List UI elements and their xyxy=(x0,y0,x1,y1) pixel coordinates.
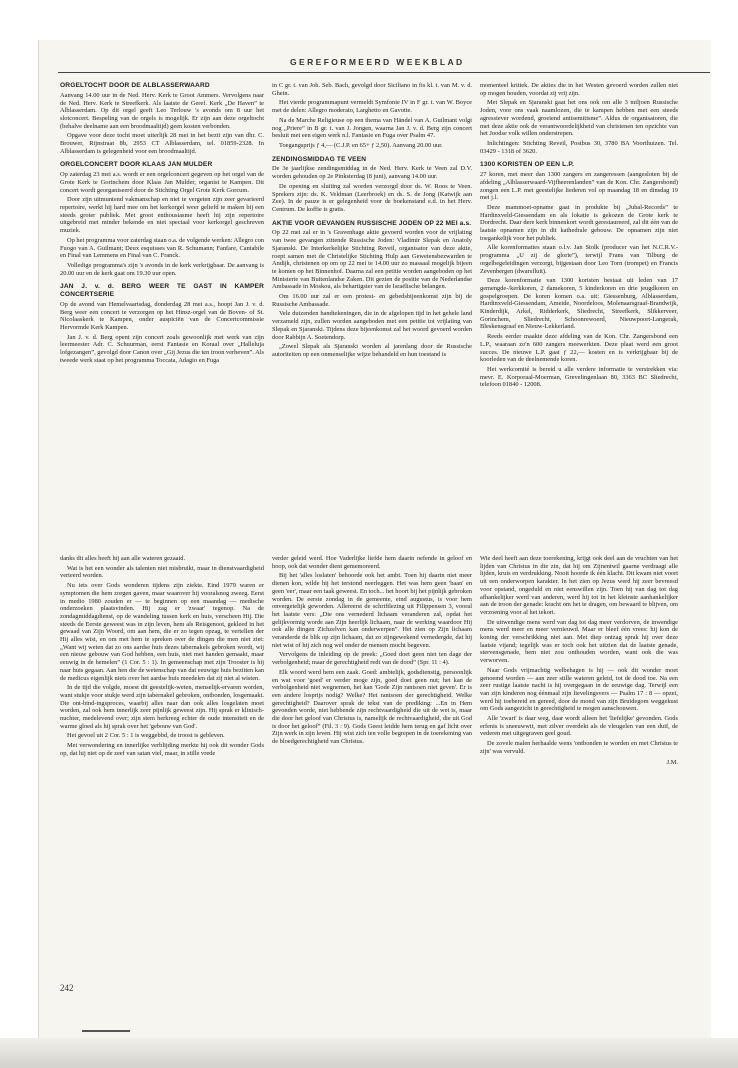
paragraph: Door zijn uitmuntend vakmanschap en niet te vergeten zijn zeer gevarieerd repertoire, werkt hij hard mee om het kerkorgel weer geliefd te maken bij een steeds groter publiek. Met groot enthousiasme heeft hij zijn repertoire uitgebreid met minder bekende en niet speciaal voor kerkorgel geschreven muziek. xyxy=(60,196,264,235)
heading-russische-joden: AKTIE VOOR GEVANGEN RUSSISCHE JODEN OP 22 MEI a.s. xyxy=(272,219,472,227)
column-1 xyxy=(60,82,264,552)
column-6 xyxy=(480,555,678,975)
paragraph: Deze mammoet-opname gaat in produkte bij „Jubal-Records” te Hardinxveld-Giessendam en als lokatie is gekozen de Grote kerk te Dordrecht. Daar dere kerk binnenkort wordt gerestaureerd, zal dit één van de laatste opnamen zijn in dit kathedrale gebouw. De opnamen zijn niet toegankelijk voor het publiek. xyxy=(480,203,678,242)
paragraph: Alle 'zwart' is daar weg, daar wordt alleen het 'liefelijke' gevonden. Gods erfenis is sneeuwwit, met zilver overdekt als de vleugelen van een duif, de vederen met uitgegraven geel goud. xyxy=(480,715,678,738)
paragraph: verder geleid werd. Hoe Vaderlijke liefde hem daarin oefende in geloof en hoop, ook dat wonder dient gememoreerd. xyxy=(272,555,472,570)
paragraph: Jan J. v. d. Berg opent zijn concert zoals gewoonlijk met werk van zijn leermeester Adr. C. Schuurman, eerst Fantasie en Koraal over „Halleluja lofgezangen”, gevolgd door Canon over „Gij Jezus die ten troon verheven”. Als tweede werk staat op het programma Toccata, Adagio en Fuga xyxy=(60,333,264,364)
paragraph: Met Slepak en Sjaranski gaat het ons ook om alle 3 miljoen Russische Joden, voor ons vaak naamlozen, die te kampen hebben met een steeds agressiever wordend, groeiend antisemitisme”. Aldus de organisatoren, die met deze aktie ook de verantwoordelijkheid van christenen ten opzichte van het Joodse volk willen onderstrepen. xyxy=(480,99,678,138)
paragraph: danks dit alles heeft hij aan alle wateren gezaaid. xyxy=(60,555,186,562)
paragraph: De uitwendige mens werd van dag tot dag meer verdorven, de inwendige mens werd meer en meer vernieuwd. Maar er bleef één vrees: hij kon de koning der verschrikking niet aan. Met diep ontzag sprak hij over deze laatste vijand; tegelijk was er toch ook het uitzien dat de laatste genade, stervensgenade, hem niet zou onthouden worden, want ook die was verworven. xyxy=(480,618,678,665)
paragraph: Wat is het een wonder als talenten niet misbruikt, maar in dienstvaardigheid verteerd worden. xyxy=(60,564,264,580)
paragraph: Om 16.00 uur zal er een protest- en gebedsbijeenkomst zijn bij de Russische Ambassade. xyxy=(272,293,472,308)
paragraph: Opgave voor deze tocht moet uiterlijk 28 mei in het bezit zijn van dhr. C. Brouwer, Rijnstraat 8b, 2953 CT Alblasserdam, tel. 01859-2328. In Alblasserdam is gelegenheid voor een broodmaaltijd. xyxy=(60,132,264,155)
column-3 xyxy=(480,82,678,552)
paragraph: in C gr. t. van Joh. Seb. Bach, gevolgd door Siciliano in fis kl. t. van M. v. d. Ghein. xyxy=(272,82,472,97)
paragraph: Na de Marche Religieuse op een thema van Händel van A. Guilmant volgt nog „Priere” in B gr. t. van J. Jongen, waarna Jan J. v. d. Berg zijn concert besluit met een eigen werk n.l. Fantasie en Fuga over Psalm 47. xyxy=(272,116,472,140)
paragraph: 27 koren, met meer dan 1300 zangers en zangeressen (aangesloten bij de afdeling „Alblasserwaard-Vijfheerenlanden” van de Kon. Chr. Zangersbond) zongen een L.P. met geestelijke liederen vol op maandag 18 en dinsdag 19 mei j.l. xyxy=(480,171,678,202)
paragraph: momenteel kritiek. De akties die in het Westen gevoerd worden zullen niet op mogen houden, voordat zij vrij zijn. xyxy=(480,82,678,97)
paragraph: Inlichtingen: Stichting Reveil, Postbus 30, 3780 BA Voorthuizen. Tel. 03429 - 1318 of 3620. xyxy=(480,139,678,155)
paragraph: Wie deel heeft aan deze toerekening, krijgt ook deel aan de vruchten van het lijden van Christus in die zin, dat hij om Zijnentwil gaarne verdraagt alle lijden, kruis en verdrukking. Nooit hoorde ik één klacht. Dit kwam niet voort uit een onderworpen karakter. In het zien op Jezus werd hij zeer bevreesd voor opstand, ongeduld en niet eenswillen zijn. Toen hij van dag tot dag afhankelijker werd van anderen, werd hij tot in het kleinste aanhankelijker aan de troon der genade: kracht om het te dragen, om bewaard te blijven, om verzoening voor al het tekort. xyxy=(480,555,678,616)
paragraph: Op zaterdag 23 mei a.s. wordt er een orgelconcert gegeven op het orgel van de Grote Kerk te Gorinchem door Klaas Jan Mulder, organist te Kampen. Dit concert wordt georganiseerd door de Stichting Orgel Grote Kerk Gorcum. xyxy=(60,171,264,194)
paragraph: Volledige programma's zijn 's avonds in de kerk verkrijgbaar. De aanvang is 20.00 uur en de kerk gaat om 19.30 uur open. xyxy=(60,261,264,277)
column-4 xyxy=(60,555,264,975)
heading-berg: JAN J. v. d. BERG WEER TE GAST IN KAMPER CONCERTSERIE xyxy=(60,283,264,299)
paragraph: Met verwondering en innerlijke verblijding merkte hij ook dit wonder Gods op, dat hij niet op de zeef van satan viel, maar, in stille vrede xyxy=(60,742,264,757)
paragraph: „Zowel Slepak als Sjaranski worden al jarenlang door de Russische autoriteiten op een onmenselijke wijze behandeld en hun toestand is xyxy=(272,343,472,358)
paragraph: Naar Gods vrijmachtig welbehagen is hij — ook dit wonder moet genoemd worden — aan zeer stille wateren geleid, tot de dood toe. Na een zeer rustige laatste nacht is hij overgegaan in de eeuwige dag. Terwijl een van zijn kinderen nog éénmaal zijn lievelingsvers — Psalm 17 : 8 — opzei, werd hij toebereid en gereed, door de mond van zijn Bruidegom weggekust om Gods aangezicht in gerechtigheid te mogen aanschouwen. xyxy=(480,666,678,713)
heading-veen: ZENDINGSMIDDAG TE VEEN xyxy=(272,155,367,163)
paragraph: Op de avond van Hemelvaartsdag, donderdag 28 mei a.s., hoopt Jan J. v. d. Berg weer een concert te verzorgen op het Hinsz-orgel van de Boven- of St. Nicolaaskerk te Kampen, onder auspiciën van de Concertcommissie Hervormde Kerk Kampen. xyxy=(60,300,264,332)
paragraph: Alle korenformaties staan o.l.v. Jan Stolk (producer van het N.C.R.V.-programma „U zij de glorie”), terwijl Frans van Tilburg de orgelbegeleidingen verzorgt, bijgestaan door Leo Torn (trompet) en Francis Zevenbergen (dwarsfluit). xyxy=(480,244,678,275)
scan-edge-mark xyxy=(82,1030,130,1032)
paragraph: Het gevoel uit 2 Cor. 5 : 1 is weggebbd, de troost is gebleven. xyxy=(67,732,225,740)
paragraph: Deze korenformatie van 1300 koristen bestaat uit leden van 17 gemengde-/kerkkoren, 2 damekoren, 5 kinderkoren en drie jeugdkoren en gospelgroepen. De koren komen o.a. uit: Giessenburg, Alblasserdam, Hardinxveld-Giessendam, Ameide, Noordeloos, Molenaarsgraaf-Brandwijk, Kinderdijk, Arkel, Ridderkerk, Sliedrecht, Streefkerk, Slikkerveer, Gorinchem, Sliedrecht, Schoonrewoerd, Nieuwpoort-Langerak, Bleskensgraaf en Nieuw-Lekkerland. xyxy=(480,277,678,331)
paragraph: Op het programma voor zaterdag staan o.a. de volgende werken: Allegro con Fuogo van A. Guilmant; Deux esquisses van R. Schumann; Fanfare, Cantabile en Final van Lemmens en Final van C. Franck. xyxy=(60,236,264,260)
paragraph: Aanvang 14.00 uur in de Ned. Herv. Kerk te Groot Ammers. Vervolgens naar de Ned. Herv. Kerk te Streefkerk. Als laatste de Geref. Kerk „De Haven” te Alblasserdam. Op dit orgel geeft Leo Terlouw 's avonds om 8 uur het slotconcert. Bespeling van de orgels is mogelijk. Er zijn aan deze orgeltocht (behalve deelname aan een broodmaaltijd) geen kosten verbonden. xyxy=(60,91,264,130)
heading-orgeltocht: ORGELTOCHT DOOR DE ALBLASSERWAARD xyxy=(60,82,210,89)
scan-bottom-shadow xyxy=(0,1038,738,1068)
paragraph: Het werkcomité is bereid u alle verdere informatie te verstrekken via: mevr. E. Korporaal-Moerman, Grevelingenlaan 80, 3363 BC Sliedrecht, telefoon 01840 - 12008. xyxy=(480,366,678,389)
paragraph: Op 22 mei zal er in 's Gravenhage aktie gevoerd worden voor de vrijlating van twee gevangen zittende Russische Joden: Vladimir Slepak en Anatoly Sjaranski. De Interkerkelijke Stichting Reveil, organisator van deze aktie, roept samen met de Christelijke Stichting Hulp aan Gewetensbezwarden te Andijk, christenen op om op 22 mei te 14.00 uur zo massaal mogelijk bijeen te komen op het Binnenhof. Daarna zal een petitie worden aangeboden op het Ministerie van Buitenlandse Zaken. Dit gezien de positie van de Nederlandse Ambassade in Moskou, als behartigster van de Israëlische belangen. xyxy=(272,229,472,291)
heading-mulder: ORGELCONCERT DOOR KLAAS JAN MULDER xyxy=(60,161,213,169)
column-5 xyxy=(272,555,472,975)
column-2 xyxy=(272,82,472,552)
paragraph: In de tijd die volgde, moest dit geestelijk-weten, menselijk-ervaren worden, want stukje voor stukje werd zijn tabernakel gebroken, ontbonden, losgemaakt. Die ont-bind-ingsproces, waarbij alles naar dan ook alles losgelaten moet worden, zal ook hem innerlijk zeer pijnlijk geweest zijn. Hij sprak er klinisch-nuchter, medelevend over; zijn stem herkreeg echter de oude intensiteit en de warme gloed als hij sprak over het 'gebouw van God'. xyxy=(60,684,264,730)
paragraph: Toegangsprijs ƒ 4,— (C.J.P. en 65+ ƒ 2,50). Aanvang 20.00 uur. xyxy=(279,141,443,149)
paragraph: De 3e jaarlijkse zendingsmiddag in de Ned. Herv. Kerk te Veen zal D.V. worden gehouden op 2e Pinksterdag (8 juni), aanvang 14.00 uur. xyxy=(272,165,472,181)
paragraph: Vele duizenden handtekeningen, die in de afgelopen tijd in het gehele land verzameld zijn, zullen worden aangeboden met een petitie tot vrijlating van Slepak en Sjaranski. Tijdens deze bijeenkomst zal het woord gevoerd worden door Rabbijn A. Soetendorp. xyxy=(272,310,472,341)
running-header: GEREFORMEERD WEEKBLAD xyxy=(290,57,465,67)
paragraph: Bij het 'alles loslaten' behoorde ook het ambt. Toen hij daarin niet meer dienen kon, wilde hij het terstond neerleggen. Het was hem geen 'baan' en geen 'eer', maar een taak geweest. En toch... het hoort bij het pijnlijk gebroken worden. De eerste zondag in de gemeente, eind augustus, is voor hem onvergetelijk geworden. Allereerst de schriftlezing uit Filippensen 3, vooral het laatste vers: „Die ons vernederd lichaam veranderen zal, opdat het gelijkvormig worde aan Zijn heerlijk lichaam, naar de werking waardoor Hij ook alle dingen Zichzelven kan onderwerpen”. Het zien op Zijn lichaam veranderde de blik op zijn lichaam, dat zo zijngewekend vernedergde, dat hij niet wist of hij zich nog wel onder de mensen mocht begeven. xyxy=(272,572,472,649)
heading-koristen: 1300 KORISTEN OP EEN L.P. xyxy=(480,161,575,169)
paragraph: Elk woord werd hem een zaak. Goed: ambtelijk, godsdienstig, persoonlijk en wat voor 'goed' er verder moge zijn, goed doet geen nut; het kan de verbolgenheid niet wegnemen, het kan 'Gode Zijn rantsoen niet geven'. Er is een andere losprijs nodig? Welke? Het rantsoen der gerechtigheid. Welke gerechtigheid? Daarover sprak de tekst van de prediking: ...En in Hem gevonden worde, niet hebbende zijn rechtvaardigheid die uit de wet is, maar die door het geloof van Christus is, namelijk de rechtvaardigheid, die uit God is door het geloof” (Fil. 3 : 9). Gods Geest leidde hem terug en gaf licht over Zijn werk in zijn leven. Hij wist zich ten volle begrepen in de toerekening van de bloedgerechtigheid van Christus. xyxy=(272,668,472,746)
paragraph: Vervolgens de inleiding op de preek: „Goed doet geen niet ten dage der verbolgenheid; maar de gerechtigheid redt van de dood” (Spr. 11 : 4). xyxy=(272,651,472,667)
paragraph: Reeds eerder maakte deze afdeling van de Kon. Chr. Zangersbond een L.P., waaraan zo'n 600 zangers meewerkten. Deze plaat werd een groot succes. De nieuwe L.P. gaat ƒ 22,— kosten en is verkrijgbaar bij de koorleden van de deelnemende koren. xyxy=(480,333,678,364)
paragraph: Nu iets over Gods wonderen tijdens zijn ziekte. Eind 1979 waren er symptomen die hem zorgen gaven, maar waarover hij vooralsnog zweeg. Eerst in medio 1980 zouden er — te beginnen op een maandag — medische onderzoeken plaatsvinden. Hij zag er 'zwaar' tegenop. Na de zondagmiddagdienst, op de wandeling tussen kerk en huis, verscheen Hij. Die steeds de Eerste geweest was in zijn leven, hem als Reisgenoot, gekleed in het gewaad van Zijn Woord, om aan hem, die er zo tegen opzag, te vertellen der Hij alles wist, en om met hem te spreken over de dingen die men niet ziet: „Want wij weten dat zo ons aardse huis dezes tabernakels gebroken wordt, wij een nieuw gebouw van God hebben, een huis, niet met handen gemaakt, maar eeuwig in de hemelen” (1 Cor. 5 : 1). In gemeenschap met zijn Trooster is hij naar huis gegaan. Aan hen die de wetenschap van dat eeuwige huis bezitten kan de medicus eigenlijk niets over het aardse huis meedelen dat zij niet al wisten. xyxy=(60,582,264,682)
page-number: 242 xyxy=(60,983,74,993)
author-signature: J.M. xyxy=(666,758,678,766)
paragraph: Het vierde programmapunt vermeldt Symfonie IV in F gr. t. van W. Boyce met de delen: Allegro moderato, Larghetto en Gavotte. xyxy=(272,99,472,115)
paragraph: De opening en sluiting zal worden verzorgd door ds. W. Roos te Veen. Sprekers zijn: ds. K. Veldman (Leerbroek) en ds. S. de Jong (Katwijk aan Zee). In de pauze is er gelegenheid voor de boekenstand e.d. in het Herv. Centrum. De koffie is gratis. xyxy=(272,182,472,213)
paragraph: De zovele malen herhaalde wens 'ontbonden te worden en met Christus te zijn' was vervuld. xyxy=(480,740,678,755)
header-rule xyxy=(58,72,710,73)
